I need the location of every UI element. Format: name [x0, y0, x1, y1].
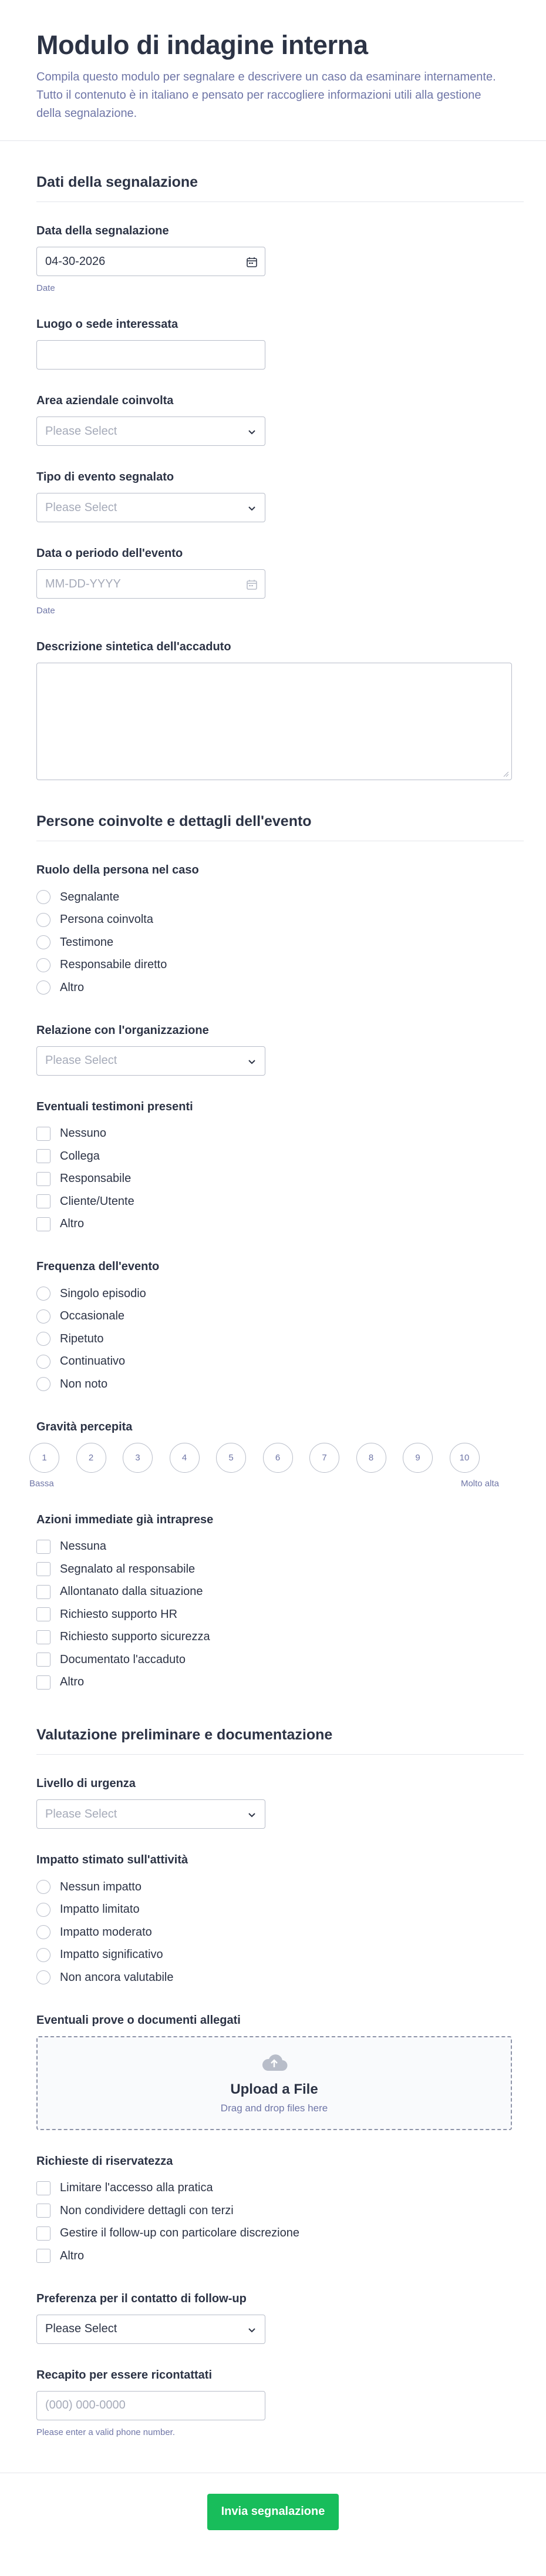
- checkbox[interactable]: [36, 2204, 50, 2218]
- radio-option[interactable]: [36, 1944, 518, 1967]
- field-event-type: [36, 469, 518, 522]
- option-label: Richiesto supporto sicurezza: [60, 1630, 210, 1644]
- checkbox-option[interactable]: [36, 1168, 518, 1191]
- checkbox[interactable]: [36, 2181, 50, 2195]
- checkbox-option[interactable]: [36, 1558, 518, 1581]
- radio-button[interactable]: [36, 980, 50, 995]
- radio-option[interactable]: [36, 909, 518, 932]
- radio-button[interactable]: [36, 1970, 50, 1984]
- option-label: Altro: [60, 1217, 85, 1231]
- section-title: Persone coinvolte e dettagli dell'evento: [36, 780, 524, 841]
- checkbox[interactable]: [36, 1653, 50, 1667]
- checkbox[interactable]: [36, 2249, 50, 2263]
- radio-option[interactable]: [36, 1328, 518, 1351]
- radio-button[interactable]: [36, 913, 50, 927]
- section-people-details: [0, 780, 546, 1694]
- field-location: [36, 317, 518, 370]
- radio-button[interactable]: [36, 935, 50, 949]
- field-label: Gravità percepita: [36, 1420, 133, 1433]
- field-label: Livello di urgenza: [36, 1777, 136, 1790]
- checkbox[interactable]: [36, 1562, 50, 1576]
- option-label: Non condividere dettagli con terzi: [60, 2204, 234, 2217]
- option-label: Responsabile: [60, 1172, 132, 1185]
- checkbox[interactable]: [36, 2226, 50, 2241]
- checkbox[interactable]: [36, 1127, 50, 1141]
- checkbox[interactable]: [36, 1194, 50, 1208]
- chevron-down-icon: [247, 1057, 257, 1066]
- chevron-down-icon: [247, 2325, 257, 2335]
- radio-button[interactable]: [36, 1948, 50, 1962]
- phone-input[interactable]: [36, 2391, 265, 2420]
- date-value: 04-30-2026: [45, 254, 106, 268]
- checkbox[interactable]: [36, 1675, 50, 1690]
- option-label: Cliente/Utente: [60, 1194, 134, 1208]
- chevron-down-icon: [247, 503, 257, 513]
- field-confidentiality: [36, 2154, 518, 2268]
- form-header: [0, 0, 546, 141]
- scale-option[interactable]: 4: [170, 1443, 200, 1473]
- section-evaluation: [0, 1694, 546, 2437]
- radio-button[interactable]: [36, 1332, 50, 1346]
- frequency-options: [36, 1282, 518, 1396]
- select-placeholder: Please Select: [45, 1807, 117, 1821]
- radio-option[interactable]: [36, 1373, 518, 1396]
- field-description: [36, 639, 518, 780]
- field-label: Data o periodo dell'evento: [36, 547, 183, 560]
- field-frequency: [36, 1259, 518, 1396]
- radio-option[interactable]: [36, 954, 518, 977]
- phone-placeholder: (000) 000-0000: [45, 2399, 126, 2412]
- field-witnesses: [36, 1099, 518, 1236]
- option-label: Gestire il follow-up con particolare discrezione: [60, 2226, 299, 2240]
- option-label: Segnalato al responsabile: [60, 1562, 196, 1576]
- field-label: Relazione con l'organizzazione: [36, 1023, 209, 1037]
- field-label: Richieste di riservatezza: [36, 2154, 173, 2168]
- option-label: Singolo episodio: [60, 1287, 146, 1300]
- calendar-icon[interactable]: [246, 256, 258, 268]
- field-sublabel: Date: [36, 606, 55, 616]
- option-label: Nessun impatto: [60, 1880, 141, 1893]
- checkbox-option[interactable]: [36, 1145, 518, 1168]
- scale-labels: [29, 1479, 499, 1489]
- checkbox-option[interactable]: [36, 1648, 518, 1671]
- scale-option[interactable]: 5: [216, 1443, 246, 1473]
- actions-options: [36, 1536, 518, 1694]
- urgency-select[interactable]: [36, 1799, 265, 1829]
- scale-max-label: Molto alta: [460, 1478, 499, 1489]
- checkbox[interactable]: [36, 1217, 50, 1231]
- option-label: Ripetuto: [60, 1332, 104, 1345]
- field-label: Eventuali prove o documenti allegati: [36, 2013, 241, 2027]
- option-label: Nessuno: [60, 1127, 106, 1140]
- radio-button[interactable]: [36, 890, 50, 904]
- option-label: Testimone: [60, 935, 114, 949]
- select-value: Please Select: [45, 2322, 117, 2335]
- location-input[interactable]: [36, 340, 265, 370]
- section-title: Valutazione preliminare e documentazione: [36, 1694, 524, 1755]
- radio-option[interactable]: [36, 1282, 518, 1305]
- radio-button[interactable]: [36, 1355, 50, 1369]
- scale-option[interactable]: 8: [356, 1443, 386, 1473]
- scale-option[interactable]: 3: [123, 1443, 153, 1473]
- option-label: Nessuna: [60, 1540, 106, 1553]
- option-label: Non ancora valutabile: [60, 1970, 174, 1984]
- checkbox-option[interactable]: [36, 2199, 518, 2222]
- checkbox[interactable]: [36, 1540, 50, 1554]
- confidentiality-options: [36, 2177, 518, 2268]
- option-label: Altro: [60, 2249, 85, 2262]
- checkbox[interactable]: [36, 1149, 50, 1163]
- description-textarea[interactable]: [36, 663, 512, 780]
- checkbox-option[interactable]: [36, 1190, 518, 1213]
- radio-option[interactable]: [36, 1305, 518, 1328]
- field-label: Preferenza per il contatto di follow-up: [36, 2292, 247, 2305]
- field-report-date: [36, 223, 518, 293]
- option-label: Richiesto supporto HR: [60, 1607, 178, 1621]
- field-sublabel: Please enter a valid phone number.: [36, 2427, 175, 2437]
- upload-subtitle: Drag and drop files here: [220, 2102, 328, 2114]
- field-label: Eventuali testimoni presenti: [36, 1100, 193, 1113]
- scale-option[interactable]: 10: [450, 1443, 480, 1473]
- radio-button[interactable]: [36, 1287, 50, 1301]
- cloud-upload-icon: [261, 2052, 288, 2072]
- radio-option[interactable]: [36, 1876, 518, 1899]
- scale-option[interactable]: 9: [403, 1443, 433, 1473]
- scale-option[interactable]: 7: [309, 1443, 339, 1473]
- chevron-down-icon: [247, 1810, 257, 1819]
- checkbox[interactable]: [36, 1607, 50, 1621]
- checkbox-option[interactable]: [36, 2245, 518, 2268]
- field-sublabel: Date: [36, 283, 55, 293]
- field-impact: [36, 1852, 518, 1989]
- field-label: Ruolo della persona nel caso: [36, 864, 199, 876]
- radio-option[interactable]: [36, 1899, 518, 1922]
- option-label: Impatto significativo: [60, 1948, 163, 1962]
- checkbox-option[interactable]: [36, 1123, 518, 1146]
- section-report-data: [0, 141, 546, 780]
- contact-pref-select[interactable]: [36, 2315, 265, 2344]
- select-placeholder: Please Select: [45, 501, 117, 514]
- radio-button[interactable]: [36, 1880, 50, 1894]
- option-label: Collega: [60, 1149, 100, 1163]
- relation-select[interactable]: [36, 1046, 265, 1076]
- field-evidence: [36, 2013, 518, 2130]
- select-placeholder: Please Select: [45, 1054, 117, 1067]
- event-date-input[interactable]: [36, 569, 265, 599]
- option-label: Occasionale: [60, 1309, 125, 1323]
- checkbox-option[interactable]: [36, 2222, 518, 2245]
- field-event-date: [36, 546, 518, 616]
- option-label: Altro: [60, 980, 85, 994]
- option-label: Continuativo: [60, 1355, 126, 1368]
- option-label: Documentato l'accaduto: [60, 1653, 186, 1666]
- role-options: [36, 886, 518, 999]
- field-relation: [36, 1023, 518, 1076]
- option-label: Impatto limitato: [60, 1903, 140, 1916]
- severity-scale: [29, 1443, 518, 1473]
- file-upload-dropzone[interactable]: [36, 2036, 512, 2130]
- form-footer: [0, 2473, 546, 2530]
- submit-button[interactable]: Invia segnalazione: [207, 2494, 339, 2530]
- scale-min-label: Bassa: [29, 1478, 54, 1489]
- field-role: [36, 862, 518, 999]
- radio-button[interactable]: [36, 958, 50, 972]
- checkbox[interactable]: [36, 1630, 50, 1644]
- radio-option[interactable]: [36, 1921, 518, 1944]
- select-placeholder: Please Select: [45, 424, 117, 438]
- scale-option[interactable]: 1: [29, 1443, 59, 1473]
- checkbox-option[interactable]: [36, 1603, 518, 1626]
- field-label: Frequenza dell'evento: [36, 1260, 160, 1273]
- calendar-icon[interactable]: [246, 579, 258, 590]
- field-actions: [36, 1512, 518, 1694]
- field-severity: [29, 1419, 518, 1489]
- checkbox-option[interactable]: [36, 2177, 518, 2200]
- witnesses-options: [36, 1123, 518, 1236]
- checkbox-option[interactable]: [36, 1626, 518, 1649]
- field-label: Azioni immediate già intraprese: [36, 1513, 214, 1526]
- field-label: Area aziendale coinvolta: [36, 394, 174, 407]
- upload-title: Upload a File: [230, 2081, 318, 2097]
- checkbox-option[interactable]: [36, 1671, 518, 1694]
- checkbox-option[interactable]: [36, 1213, 518, 1236]
- radio-option[interactable]: [36, 1966, 518, 1989]
- radio-option[interactable]: [36, 931, 518, 954]
- option-label: Allontanato dalla situazione: [60, 1585, 203, 1598]
- field-label: Luogo o sede interessata: [36, 318, 178, 331]
- field-area: [36, 393, 518, 446]
- radio-option[interactable]: [36, 1351, 518, 1373]
- area-select[interactable]: [36, 417, 265, 446]
- option-label: Impatto moderato: [60, 1925, 152, 1939]
- checkbox-option[interactable]: [36, 1581, 518, 1604]
- radio-button[interactable]: [36, 1925, 50, 1939]
- chevron-down-icon: [247, 427, 257, 436]
- radio-button[interactable]: [36, 1377, 50, 1391]
- checkbox-option[interactable]: [36, 1536, 518, 1559]
- field-contact-pref: [36, 2291, 518, 2344]
- impact-options: [36, 1876, 518, 1989]
- field-label: Tipo di evento segnalato: [36, 471, 174, 483]
- option-label: Limitare l'accesso alla pratica: [60, 2181, 213, 2195]
- checkbox[interactable]: [36, 1585, 50, 1599]
- field-phone: [36, 2367, 518, 2437]
- radio-option[interactable]: [36, 976, 518, 999]
- scale-option[interactable]: 2: [76, 1443, 106, 1473]
- event-type-select[interactable]: [36, 493, 265, 522]
- report-date-input[interactable]: [36, 247, 265, 276]
- field-label: Impatto stimato sull'attività: [36, 1853, 188, 1866]
- radio-option[interactable]: [36, 886, 518, 909]
- form-description: Compila questo modulo per segnalare e descrivere un caso da esaminare internamente. Tutto il contenuto è in italiano e pensato per raccogliere informazioni utili alla gestione della segnalazione.: [36, 70, 496, 120]
- field-label: Data della segnalazione: [36, 224, 169, 237]
- option-label: Non noto: [60, 1377, 108, 1391]
- scale-option[interactable]: 6: [263, 1443, 293, 1473]
- field-label: Recapito per essere ricontattati: [36, 2368, 212, 2382]
- field-urgency: [36, 1776, 518, 1829]
- radio-button[interactable]: [36, 1309, 50, 1324]
- radio-button[interactable]: [36, 1903, 50, 1917]
- date-placeholder: MM-DD-YYYY: [45, 577, 121, 590]
- option-label: Persona coinvolta: [60, 913, 153, 926]
- section-title: Dati della segnalazione: [36, 141, 524, 202]
- option-label: Responsabile diretto: [60, 958, 167, 972]
- option-label: Altro: [60, 1675, 85, 1689]
- option-label: Segnalante: [60, 890, 120, 904]
- form-title: Modulo di indagine interna: [36, 30, 368, 60]
- resize-grip-icon[interactable]: [502, 770, 509, 777]
- field-label: Descrizione sintetica dell'accaduto: [36, 640, 231, 653]
- checkbox[interactable]: [36, 1172, 50, 1186]
